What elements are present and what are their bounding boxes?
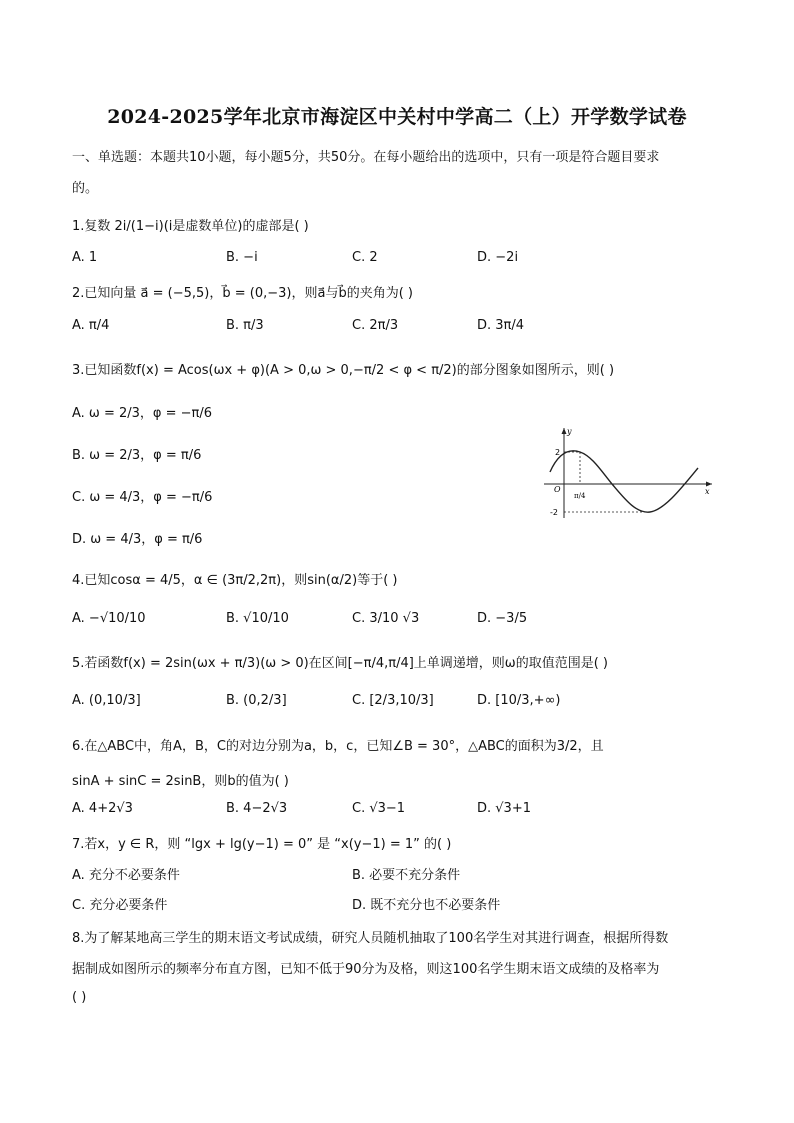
question-3-stem: 3.已知函数f(x) = Acos(ωx + φ)(A > 0,ω > 0,−π/2 < φ < π/2)的部分图象如图所示，则( ) [72, 363, 615, 378]
question-6-stem: 6.在△ABC中，角A，B，C的对边分别为a，b，c，已知∠B = 30°，△ABC的面积为3/2，且 [72, 739, 604, 754]
x-axis-arrow [706, 482, 712, 487]
y-min-label: -2 [550, 508, 558, 517]
question-6-option-a: A. 4+2√3 [72, 801, 133, 816]
y-axis-arrow [562, 428, 567, 434]
question-5-stem: 5.若函数f(x) = 2sin(ωx + π/3)(ω > 0)在区间[−π/4,π/4]上单调递增，则ω的取值范围是( ) [72, 656, 608, 671]
question-1-option-a: A. 1 [72, 250, 98, 265]
question-4-option-d: D. −3/5 [477, 611, 528, 626]
question-2-option-d: D. 3π/4 [477, 318, 525, 333]
page-title: 2024-2025学年北京市海淀区中关村中学高二（上）开学数学试卷 [107, 106, 687, 128]
question-7-option-c: C. 充分必要条件 [72, 898, 168, 913]
x-axis-label: x [705, 487, 710, 496]
section-heading-line-2: 的。 [72, 181, 99, 196]
question-6-option-c: C. √3−1 [352, 801, 406, 816]
section-heading-line-1: 一、单选题：本题共10小题，每小题5分，共50分。在每小题给出的选项中，只有一项是符合题目要求 [72, 150, 660, 165]
origin-label: O [554, 485, 561, 494]
question-5-option-d: D. [10/3,+∞) [477, 693, 561, 708]
question-2-option-a: A. π/4 [72, 318, 110, 333]
question-4-option-b: B. √10/10 [226, 611, 289, 626]
question-6-option-d: D. √3+1 [477, 801, 531, 816]
question-3-option-b: B. ω = 2/3，φ = π/6 [72, 448, 202, 463]
question-8-stem-line-3: ( ) [72, 990, 87, 1005]
question-1-option-d: D. −2i [477, 250, 519, 265]
question-3-option-d: D. ω = 4/3，φ = π/6 [72, 532, 203, 547]
question-5-option-b: B. (0,2/3] [226, 693, 287, 708]
question-7-option-a: A. 充分不必要条件 [72, 868, 180, 883]
question-1-option-c: C. 2 [352, 250, 378, 265]
x-tick-label: π/4 [574, 492, 586, 500]
question-8-stem: 8.为了解某地高三学生的期末语文考试成绩，研究人员随机抽取了100名学生对其进行调查，根据所得数 [72, 931, 669, 946]
question-4-option-a: A. −√10/10 [72, 611, 146, 626]
question-8-stem-line-2: 据制成如图所示的频率分布直方图，已知不低于90分为及格，则这100名学生期末语文成绩的及格率为 [72, 962, 660, 977]
question-7-option-d: D. 既不充分也不必要条件 [352, 898, 501, 913]
question-4-option-c: C. 3/10 √3 [352, 611, 420, 626]
y-axis-label: y [567, 427, 572, 436]
question-2-option-b: B. π/3 [226, 318, 264, 333]
y-max-label: 2 [555, 448, 561, 457]
question-4-stem: 4.已知cosα = 4/5，α ∈ (3π/2,2π)，则sin(α/2)等于( ) [72, 573, 398, 588]
question-1-option-b: B. −i [226, 250, 258, 265]
question-6-option-b: B. 4−2√3 [226, 801, 288, 816]
question-5-option-a: A. (0,10/3] [72, 693, 141, 708]
cosine-curve [550, 451, 698, 512]
question-2-stem: 2.已知向量 a⃗ = (−5,5)，b⃗ = (0,−3)，则a⃗与b⃗的夹角为( ) [72, 286, 413, 301]
question-1-stem: 1.复数 2i/(1−i)(i是虚数单位)的虚部是( ) [72, 219, 309, 234]
question-7-stem: 7.若x，y ∈ R，则 “lgx + lg(y−1) = 0” 是 “x(y−1) = 1” 的( ) [72, 837, 452, 852]
question-5-option-c: C. [2/3,10/3] [352, 693, 434, 708]
question-3-option-a: A. ω = 2/3，φ = −π/6 [72, 406, 212, 421]
question-2-option-c: C. 2π/3 [352, 318, 399, 333]
question-7-option-b: B. 必要不充分条件 [352, 868, 461, 883]
cosine-graph [540, 424, 716, 520]
question-6-stem-line-2: sinA + sinC = 2sinB，则b的值为( ) [72, 774, 289, 789]
question-3-option-c: C. ω = 4/3，φ = −π/6 [72, 490, 213, 505]
